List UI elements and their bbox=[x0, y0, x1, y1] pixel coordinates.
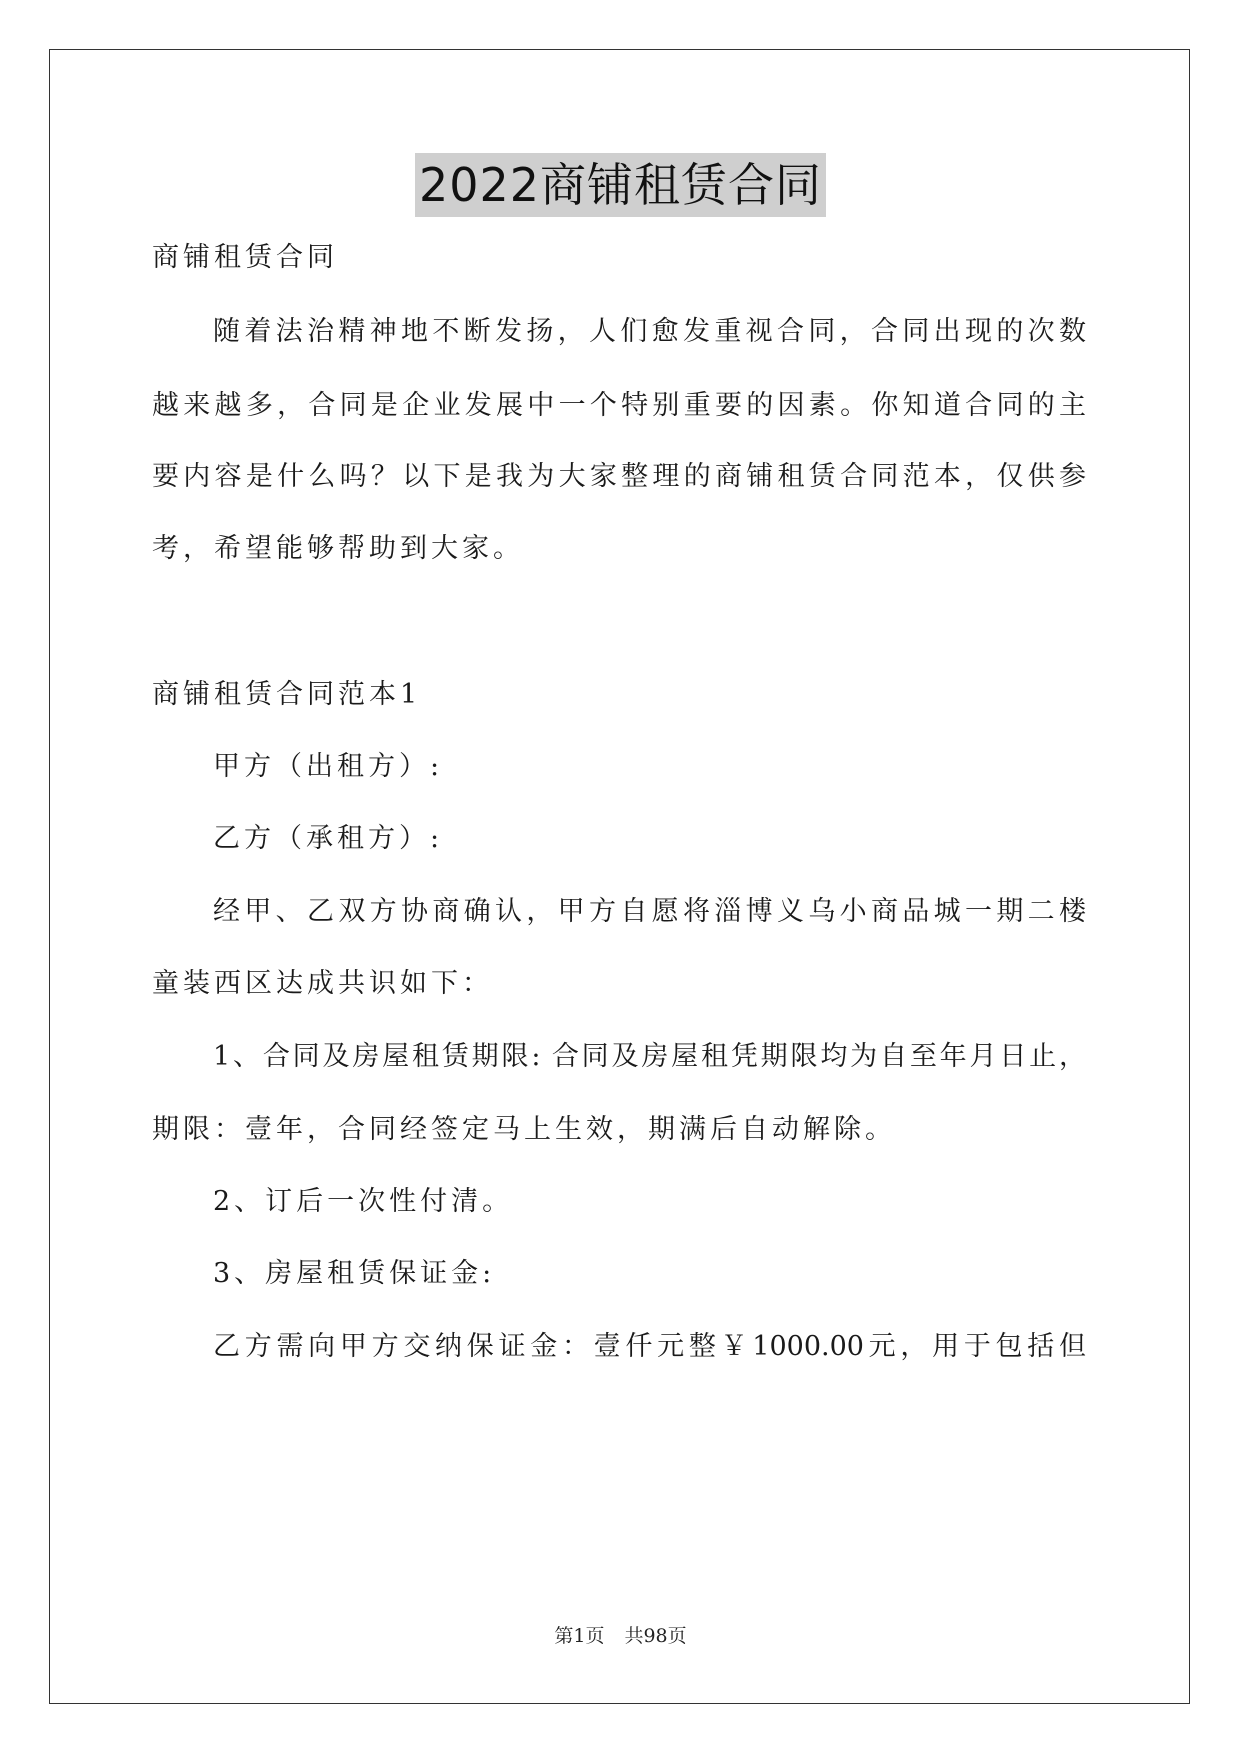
document-title: 2022商铺租赁合同 bbox=[415, 153, 826, 217]
page-footer bbox=[0, 1624, 1241, 1648]
page-border bbox=[49, 49, 1190, 1704]
clause3-line: 3、房屋租赁保证金: bbox=[213, 1258, 496, 1289]
clause2-line: 2、订后一次性付清。 bbox=[213, 1186, 514, 1217]
party-a-line: 甲方（出租方）: bbox=[213, 751, 444, 782]
party-b-line: 乙方（承租方）: bbox=[213, 823, 444, 854]
agreement-line-1: 经甲、乙双方协商确认，甲方自愿将淄博义乌小商品城一期二楼 bbox=[213, 896, 1086, 927]
heading-contract: 商铺租赁合同 bbox=[152, 242, 338, 273]
intro-line-2: 越来越多，合同是企业发展中一个特别重要的因素。你知道合同的主 bbox=[152, 390, 1086, 421]
intro-line-3: 要内容是什么吗？以下是我为大家整理的商铺租赁合同范本，仅供参 bbox=[152, 461, 1086, 492]
clause1-line-2: 期限：壹年，合同经签定马上生效，期满后自动解除。 bbox=[152, 1114, 896, 1145]
intro-line-4: 考，希望能够帮助到大家。 bbox=[152, 533, 524, 564]
agreement-line-2: 童装西区达成共识如下： bbox=[152, 968, 493, 999]
page-number: 第1页 bbox=[554, 1625, 605, 1647]
deposit-line: 乙方需向甲方交纳保证金：壹仟元整￥1000.00元，用于包括但 bbox=[213, 1331, 1086, 1362]
title-container bbox=[0, 153, 1241, 217]
intro-line-1: 随着法治精神地不断发扬，人们愈发重视合同，合同出现的次数 bbox=[213, 316, 1086, 347]
section-heading: 商铺租赁合同范本1 bbox=[152, 679, 422, 710]
page-total: 共98页 bbox=[624, 1625, 687, 1647]
clause1-line-1: 1、合同及房屋租赁期限: 合同及房屋租凭期限均为自至年月日止， bbox=[213, 1041, 1086, 1072]
